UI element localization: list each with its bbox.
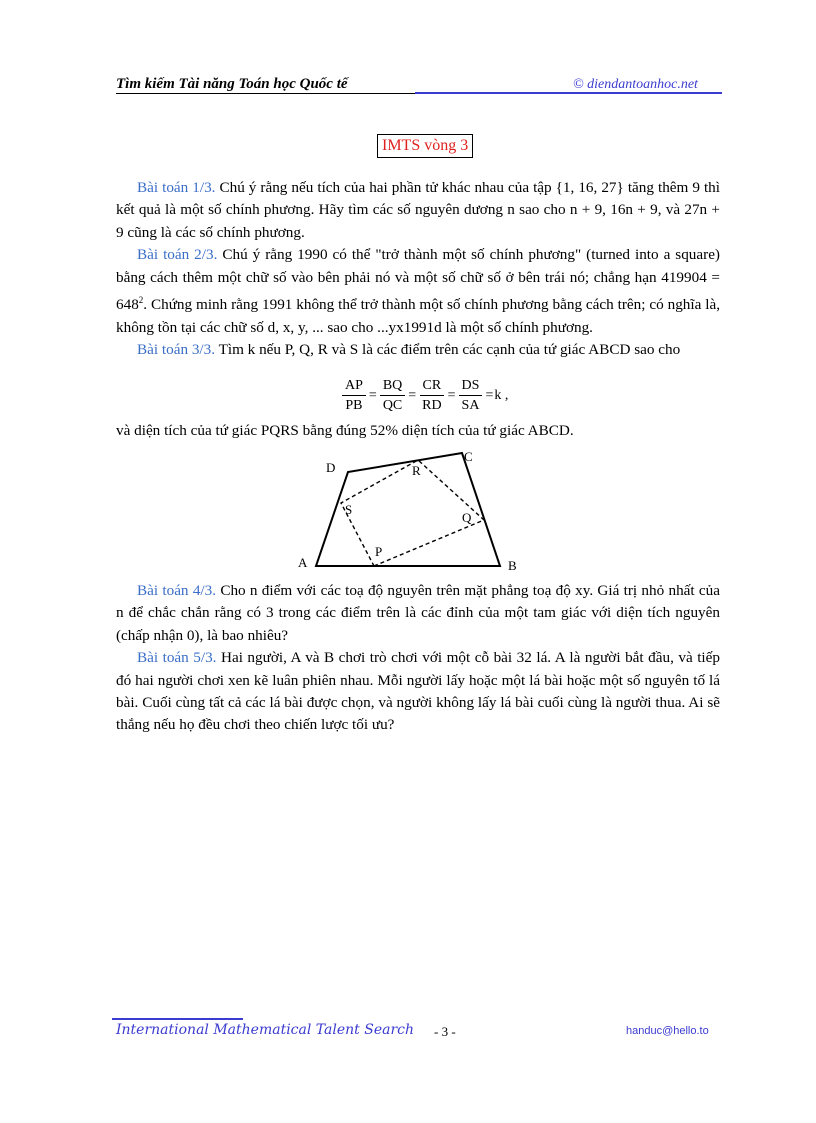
header-divider-accent	[415, 92, 722, 94]
vertex-c-label: C	[464, 449, 473, 464]
problem-2-text-a: Chú ý rằng 1990 có thể "trở thành một số chính phương" (turned into a square) bằng cách thêm một chữ số vào bên phải nó và một số chữ số ở bên trái nó; chẳng hạn 419904 = 648	[116, 246, 720, 314]
problem-1-label: Bài toán 1/3.	[137, 179, 216, 196]
problem-2-text-b: . Chứng minh rằng 1991 không thể trở thành một số chính phương bằng cách trên; có nghĩa là, không tồn tại các chữ số d, x, y, ... sao cho ...yx1991d là một số chính phương.	[116, 296, 720, 336]
point-s-label: S	[345, 502, 353, 517]
problem-1	[116, 177, 720, 244]
problem-3-label: Bài toán 3/3.	[137, 340, 216, 358]
fraction-denominator: SA	[461, 398, 480, 413]
footer-email-link[interactable]: handuc@hello.to	[626, 1025, 709, 1037]
equals-sign: =	[485, 387, 494, 403]
vertex-d-label: D	[326, 460, 336, 475]
fraction-numerator: DS	[459, 377, 483, 396]
problem-2	[116, 244, 720, 339]
equals-sign: =	[368, 387, 377, 403]
fraction-cr-rd	[419, 377, 444, 414]
footer-title: International Mathematical Talent Search	[116, 1022, 415, 1038]
fraction-numerator: CR	[420, 377, 445, 396]
point-p-label: P	[375, 544, 383, 559]
problem-2-label: Bài toán 2/3.	[137, 246, 218, 264]
problem-1-text: Chú ý rằng nếu tích của hai phần tử khác nhau của tập {1, 16, 27} tăng thêm 9 thì kết quả là một số chính phương. Hãy tìm các số nguyên dương n sao cho n + 9, 16n + 9, và 27n + 9 cũng là các số chính phương.	[116, 179, 720, 241]
vertex-b-label: B	[508, 558, 517, 573]
fraction-ap-pb	[342, 377, 366, 414]
problem-3	[116, 339, 720, 361]
problem-3-text: Tìm k nếu P, Q, R và S là các điểm trên các cạnh của tứ giác ABCD sao cho	[215, 340, 681, 358]
point-r-label: R	[412, 463, 421, 478]
footer-divider	[112, 1018, 243, 1020]
quadrilateral-figure	[290, 445, 530, 580]
point-q-label: Q	[462, 510, 472, 525]
problem-5	[116, 647, 720, 737]
problems-lower	[116, 580, 720, 737]
fraction-numerator: AP	[342, 377, 366, 396]
header-site-link[interactable]: © diendantoanhoc.net	[573, 77, 698, 92]
problem-2-exponent: 2	[138, 295, 144, 306]
problem-5-label: Bài toán 5/3.	[137, 649, 217, 667]
fraction-denominator: RD	[422, 398, 442, 413]
round-title: IMTS vòng 3	[377, 134, 473, 158]
fraction-numerator: BQ	[380, 377, 405, 396]
header-title: Tìm kiếm Tài năng Toán học Quốc tế	[116, 76, 348, 92]
equals-sign: =	[447, 387, 456, 403]
problem-4-text: Cho n điểm với các toạ độ nguyên trên mặt phẳng toạ độ xy. Giá trị nhỏ nhất của n để chắc chắn rằng có 3 trong các điểm trên là các đỉnh của một tam giác với diện tích nguyên (chấp nhận 0), là bao nhiêu?	[116, 582, 720, 644]
fraction-denominator: PB	[345, 398, 363, 413]
ratio-equation	[340, 377, 508, 414]
fraction-bq-qc	[380, 377, 405, 414]
problem-5-text: Hai người, A và B chơi trò chơi với một cỗ bài 32 lá. A là người bắt đầu, và tiếp đó hai người chơi xen kẽ luân phiên nhau. Mỗi người lấy hoặc một lá bài hoặc một số nguyên tố lá bài. Cuối cùng tất cả các lá bài được chọn, và người không lấy lá bài cuối cùng là người thua. Ai sẽ thắng nếu họ đều chơi theo chiến lược tối ưu?	[116, 649, 720, 734]
problem-3-condition: và diện tích của tứ giác PQRS bằng đúng 52% diện tích của tứ giác ABCD.	[116, 422, 574, 439]
vertex-a-label: A	[298, 555, 308, 570]
problem-4-label: Bài toán 4/3.	[137, 582, 217, 599]
page-number: - 3 -	[434, 1024, 456, 1039]
fraction-ds-sa	[459, 377, 483, 414]
problems-upper	[116, 177, 720, 361]
fraction-denominator: QC	[382, 398, 403, 413]
equals-sign: =	[408, 387, 417, 403]
ratio-k: k ,	[494, 387, 509, 403]
problem-4	[116, 580, 720, 647]
